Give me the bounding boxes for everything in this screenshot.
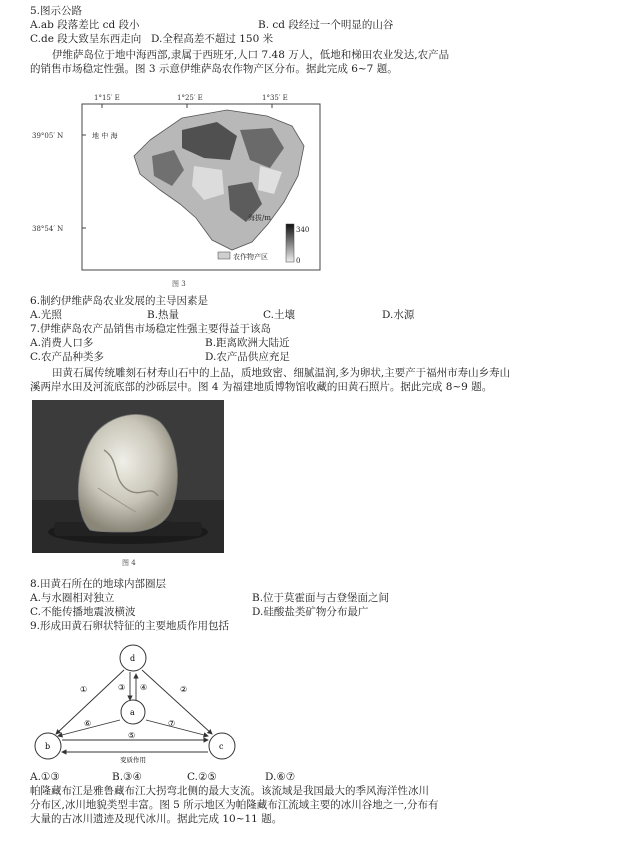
step-6-label: ⑥	[84, 719, 92, 728]
step-5-label: ⑤	[128, 731, 136, 740]
q6-option-b: B.热量	[147, 309, 180, 321]
intro1-line1: 伊维萨岛位于地中海西部,隶属于西班牙,人口 7.48 万人，低地和梯田农业发达,农产品	[52, 49, 450, 61]
q8-stem: 8.田黄石所在的地球内部圈层	[30, 578, 167, 590]
q6-option-c: C.土壤	[263, 309, 295, 321]
q6-option-d: D.水源	[382, 309, 415, 321]
legend-min: 0	[296, 257, 301, 265]
figure-rock-cycle-diagram	[28, 640, 248, 765]
q9-option-a: A.①③	[30, 771, 60, 783]
figure-3-map	[32, 90, 322, 290]
legend-max: 340	[296, 226, 310, 234]
q5-option-a: A.ab 段落差比 cd 段小	[30, 19, 140, 31]
legend-title: 海拔/m	[248, 214, 271, 222]
q5-option-d: D.全程高差不超过 150 米	[151, 33, 274, 45]
node-b-label: b	[45, 742, 51, 751]
node-a-label: a	[130, 708, 135, 717]
q5-option-c: C.de 段大致呈东西走向	[30, 33, 142, 45]
step-3-label: ③	[118, 683, 126, 692]
q9-option-d: D.⑥⑦	[265, 771, 296, 783]
q8-option-a: A.与水圈相对独立	[30, 592, 115, 604]
step-1-label: ①	[80, 685, 88, 694]
q9-option-c: C.②⑤	[187, 771, 217, 783]
intro1-line2: 的销售市场稳定性强。图 3 示意伊维萨岛农作物产区分布。据此完成 6~7 题。	[30, 63, 398, 75]
elevation-legend-bar	[286, 224, 294, 262]
step-7-label: ⑦	[168, 719, 176, 728]
lon-label-2: 1°25′ E	[177, 94, 203, 102]
lon-label-1: 1°15′ E	[94, 94, 120, 102]
intro2-line1: 田黄石属传统雕刻石材寿山石中的上品，质地致密、细腻温润,多为卵状,主要产于福州市寿山乡寿山	[52, 367, 511, 379]
node-d-label: d	[130, 654, 136, 663]
lat-label-2: 38°54′ N	[32, 225, 64, 233]
q8-option-c: C.不能传播地震波横波	[30, 606, 136, 618]
q6-stem: 6.制约伊维萨岛农业发展的主导因素是	[30, 295, 209, 307]
step-2-label: ②	[180, 685, 188, 694]
q8-option-b: B.位于莫霍面与古登堡面之间	[252, 592, 390, 604]
node-c-label: c	[219, 742, 224, 751]
q7-option-a: A.消费人口多	[30, 337, 94, 349]
lon-label-3: 1°35′ E	[262, 94, 288, 102]
crop-legend-label: 农作物产区	[233, 253, 268, 261]
q5-option-b: B. cd 段经过一个明显的山谷	[258, 19, 394, 31]
intro3-line3: 大量的古冰川遗迹及现代冰川。据此完成 10~11 题。	[30, 813, 283, 825]
lat-label-1: 39°05′ N	[32, 132, 64, 140]
crop-legend-swatch	[218, 252, 230, 259]
q7-stem: 7.伊维萨岛农产品销售市场稳定性强主要得益于该岛	[30, 323, 272, 335]
figure-3-caption: 图 3	[172, 280, 186, 288]
q8-option-d: D.硅酸盐类矿物分布最广	[252, 606, 369, 618]
q5-stem: 5.图示公路	[30, 5, 83, 17]
q9-option-b: B.③④	[112, 771, 142, 783]
figure-4-photo	[32, 400, 224, 570]
q9-stem: 9.形成田黄石卵状特征的主要地质作用包括	[30, 620, 230, 632]
q7-option-c: C.农产品种类多	[30, 351, 104, 363]
intro3-line1: 帕隆藏布江是雅鲁藏布江大拐弯北侧的最大支流。该流域是我国最大的季风海洋性冰川	[30, 785, 429, 797]
q7-option-b: B.距离欧洲大陆近	[205, 337, 290, 349]
intro2-line2: 溪两岸水田及河流底部的沙砾层中。图 4 为福建地质博物馆收藏的田黄石照片。据此完成 8~9 题。	[30, 381, 493, 393]
metamorphism-label: 变质作用	[120, 756, 146, 764]
arrow-d-c	[142, 670, 212, 734]
intro3-line2: 分布区,冰川地貌类型丰富。图 5 所示地区为帕隆藏布江流域主要的冰川谷地之一,分布有	[30, 799, 439, 811]
step-4-label: ④	[140, 683, 148, 692]
q7-option-d: D.农产品供应充足	[205, 351, 290, 363]
q6-option-a: A.光照	[30, 309, 62, 321]
sea-label: 地 中 海	[92, 132, 118, 140]
figure-4-caption: 图 4	[122, 559, 136, 567]
